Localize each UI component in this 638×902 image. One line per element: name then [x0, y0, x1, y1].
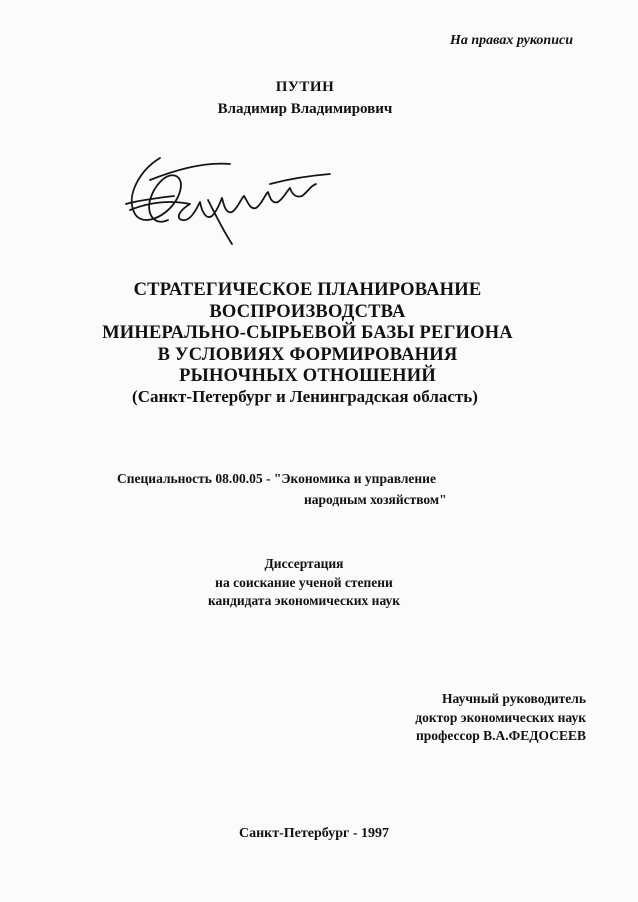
advisor-line: Научный руководитель: [442, 691, 586, 706]
author-surname: ПУТИН: [275, 79, 335, 95]
title-line: В УСЛОВИЯХ ФОРМИРОВАНИЯ: [157, 344, 458, 365]
scientific-advisor: [415, 690, 586, 746]
specialty-line-1: Специальность 08.00.05 - "Экономика и управление: [117, 471, 436, 486]
title-line: СТРАТЕГИЧЕСКОЕ ПЛАНИРОВАНИЕ: [133, 280, 482, 300]
dissertation-title: [0, 280, 615, 388]
dissertation-degree: [0, 555, 608, 611]
rights-note: На правах рукописи: [450, 33, 573, 48]
advisor-line: доктор экономических наук: [415, 709, 586, 725]
place-and-year: Санкт-Петербург - 1997: [238, 826, 390, 841]
degree-line: на соискание ученой степени: [215, 574, 393, 590]
author-signature: [120, 140, 350, 250]
specialty-line-2: народным хозяйством": [304, 492, 447, 507]
title-line: ВОСПРОИЗВОДСТВА: [209, 301, 406, 322]
title-line: РЫНОЧНЫХ ОТНОШЕНИЙ: [179, 366, 436, 386]
advisor-line: профессор В.А.ФЕДОСЕЕВ: [416, 728, 586, 743]
degree-line: кандидата экономических наук: [207, 593, 401, 608]
region-subtitle: (Санкт-Петербург и Ленинградская область): [132, 387, 478, 406]
author-name: Владимир Владимирович: [217, 101, 393, 117]
degree-line: Диссертация: [264, 556, 344, 571]
title-line: МИНЕРАЛЬНО-СЫРЬЕВОЙ БАЗЫ РЕГИОНА: [102, 323, 513, 343]
